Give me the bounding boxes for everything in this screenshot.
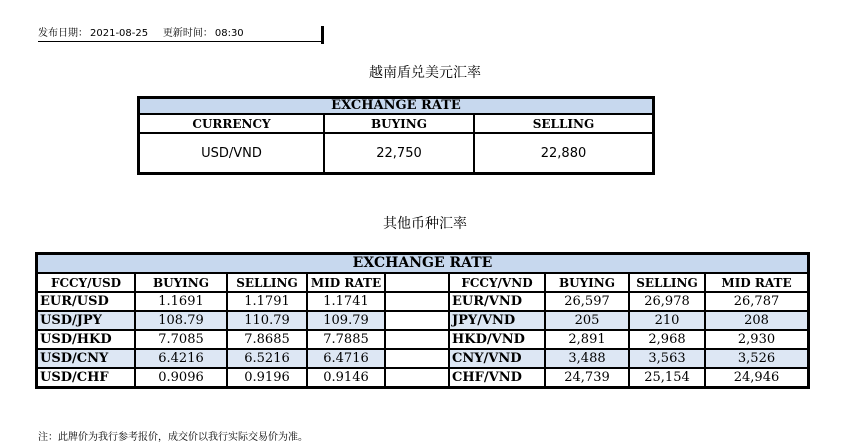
buying-cell: 6.4216 [135, 349, 227, 368]
buying-cell: 2,891 [545, 330, 629, 349]
mid-cell: 208 [705, 311, 809, 330]
col-buying: BUYING [324, 114, 474, 133]
col-fccy-vnd: FCCY/VND [449, 273, 545, 292]
main-rate-table [137, 96, 655, 175]
col-right-selling: SELLING [629, 273, 705, 292]
selling-cell: 25,154 [629, 368, 705, 388]
buying-cell: 3,488 [545, 349, 629, 368]
main-band: EXCHANGE RATE [139, 98, 654, 115]
other-band: EXCHANGE RATE [37, 254, 809, 274]
spacer-cell [385, 330, 449, 349]
col-right-buying: BUYING [545, 273, 629, 292]
pair-cell: EUR/VND [449, 292, 545, 311]
header-bar [321, 26, 324, 44]
pair-cell: USD/JPY [37, 311, 136, 330]
col-right-mid: MID RATE [705, 273, 809, 292]
selling-cell: 0.9196 [227, 368, 307, 388]
col-left-mid: MID RATE [307, 273, 385, 292]
pair-cell: CNY/VND [449, 349, 545, 368]
mid-cell: 6.4716 [307, 349, 385, 368]
disclaimer-note: 注：此牌价为我行参考报价，成交价以我行实际交易价为准。 [38, 432, 308, 443]
selling-cell: 6.5216 [227, 349, 307, 368]
cell-selling: 22,880 [474, 133, 654, 174]
buying-cell: 108.79 [135, 311, 227, 330]
header-underline [38, 41, 323, 42]
buying-cell: 7.7085 [135, 330, 227, 349]
selling-cell: 7.8685 [227, 330, 307, 349]
table-row [37, 311, 809, 330]
buying-cell: 26,597 [545, 292, 629, 311]
update-time: 08:30 [214, 28, 244, 39]
table-row [37, 292, 809, 311]
main-table-title: 越南盾兑美元汇率 [369, 65, 481, 81]
mid-cell: 0.9146 [307, 368, 385, 388]
selling-cell: 2,968 [629, 330, 705, 349]
col-selling: SELLING [474, 114, 654, 133]
pair-cell: JPY/VND [449, 311, 545, 330]
col-left-buying: BUYING [135, 273, 227, 292]
spacer-cell [385, 292, 449, 311]
pair-cell: CHF/VND [449, 368, 545, 388]
selling-cell: 210 [629, 311, 705, 330]
col-left-selling: SELLING [227, 273, 307, 292]
spacer-cell [385, 311, 449, 330]
publish-date: 2021-08-25 [90, 28, 149, 39]
selling-cell: 3,563 [629, 349, 705, 368]
table-row [37, 349, 809, 368]
selling-cell: 110.79 [227, 311, 307, 330]
table-row [37, 368, 809, 388]
buying-cell: 205 [545, 311, 629, 330]
selling-cell: 26,978 [629, 292, 705, 311]
update-time-label: 更新时间： [162, 28, 213, 39]
cell-currency: USD/VND [139, 133, 325, 174]
publish-date-label: 发布日期： [38, 28, 88, 39]
table-row [37, 330, 809, 349]
buying-cell: 0.9096 [135, 368, 227, 388]
pair-cell: HKD/VND [449, 330, 545, 349]
other-table-title: 其他币种汇率 [383, 216, 467, 232]
pair-cell: USD/CNY [37, 349, 136, 368]
spacer-column [385, 273, 449, 292]
buying-cell: 24,739 [545, 368, 629, 388]
mid-cell: 109.79 [307, 311, 385, 330]
other-rate-table [35, 252, 810, 389]
buying-cell: 1.1691 [135, 292, 227, 311]
mid-cell: 2,930 [705, 330, 809, 349]
col-currency: CURRENCY [139, 114, 325, 133]
spacer-cell [385, 368, 449, 388]
mid-cell: 7.7885 [307, 330, 385, 349]
mid-cell: 3,526 [705, 349, 809, 368]
selling-cell: 1.1791 [227, 292, 307, 311]
mid-cell: 26,787 [705, 292, 809, 311]
pair-cell: EUR/USD [37, 292, 136, 311]
mid-cell: 1.1741 [307, 292, 385, 311]
header-info [38, 24, 246, 39]
pair-cell: USD/CHF [37, 368, 136, 388]
spacer-cell [385, 349, 449, 368]
mid-cell: 24,946 [705, 368, 809, 388]
col-fccy-usd: FCCY/USD [37, 273, 136, 292]
pair-cell: USD/HKD [37, 330, 136, 349]
cell-buying: 22,750 [324, 133, 474, 174]
